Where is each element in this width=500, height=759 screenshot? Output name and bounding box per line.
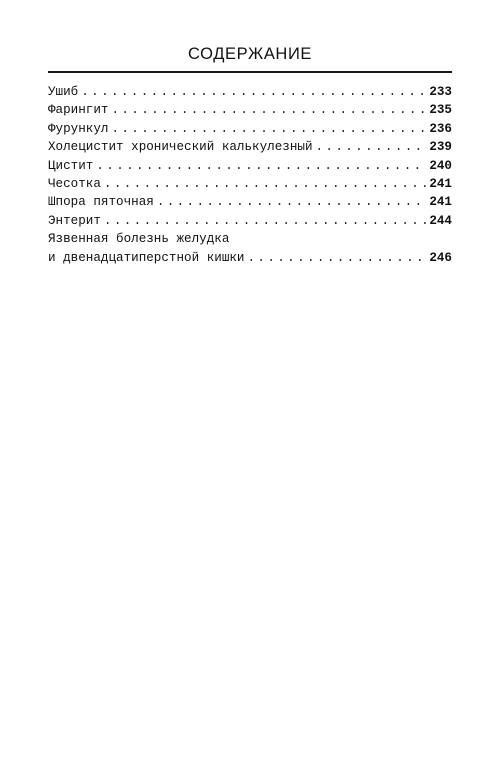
toc-entry-title: Холецистит хронический калькулезный	[48, 140, 313, 155]
dot-leader	[81, 83, 426, 101]
toc-entry-page: 246	[429, 250, 452, 265]
dot-leader	[104, 175, 426, 193]
toc-entry-title: Шпора пяточная	[48, 195, 154, 210]
dot-leader	[111, 101, 426, 119]
toc-entry-page: 241	[429, 195, 452, 210]
toc-entry	[48, 157, 452, 175]
header-rule	[48, 71, 452, 73]
toc-entry	[48, 212, 452, 230]
toc-entry-page: 241	[429, 176, 452, 191]
toc-entry-title: Фарингит	[48, 103, 109, 118]
toc-entry	[48, 193, 452, 211]
toc-entry	[48, 138, 452, 156]
toc-entry	[48, 101, 452, 119]
toc-entry-last-line	[48, 249, 452, 267]
toc-entry-title: Чесотка	[48, 176, 101, 191]
dot-leader	[111, 120, 426, 138]
table-of-contents	[48, 83, 452, 267]
toc-entry-page: 244	[429, 213, 452, 228]
toc-entry-multiline	[48, 230, 452, 267]
dot-leader	[104, 212, 426, 230]
toc-entry-page: 233	[429, 85, 452, 99]
page-running-header: СОДЕРЖАНИЕ	[187, 45, 313, 63]
toc-entry-title-line2: и двенадцатиперстной кишки	[48, 250, 245, 265]
toc-entry-title: Энтерит	[48, 213, 101, 228]
dot-leader	[248, 249, 427, 267]
toc-entry-title: Ушиб	[48, 85, 79, 99]
toc-entry	[48, 175, 452, 193]
dot-leader	[157, 193, 427, 211]
toc-entry-page: 236	[429, 121, 452, 136]
toc-entry-page: 240	[429, 158, 452, 173]
toc-entry-title: Цистит	[48, 158, 94, 173]
toc-entry-title-line1: Язвенная болезнь желудка	[48, 232, 230, 247]
toc-entry	[48, 120, 452, 138]
toc-entry-page: 235	[429, 103, 452, 118]
dot-leader	[96, 157, 426, 175]
dot-leader	[316, 138, 427, 156]
toc-entry-title: Фурункул	[48, 121, 109, 136]
toc-entry	[48, 83, 452, 101]
toc-entry-page: 239	[429, 140, 452, 155]
